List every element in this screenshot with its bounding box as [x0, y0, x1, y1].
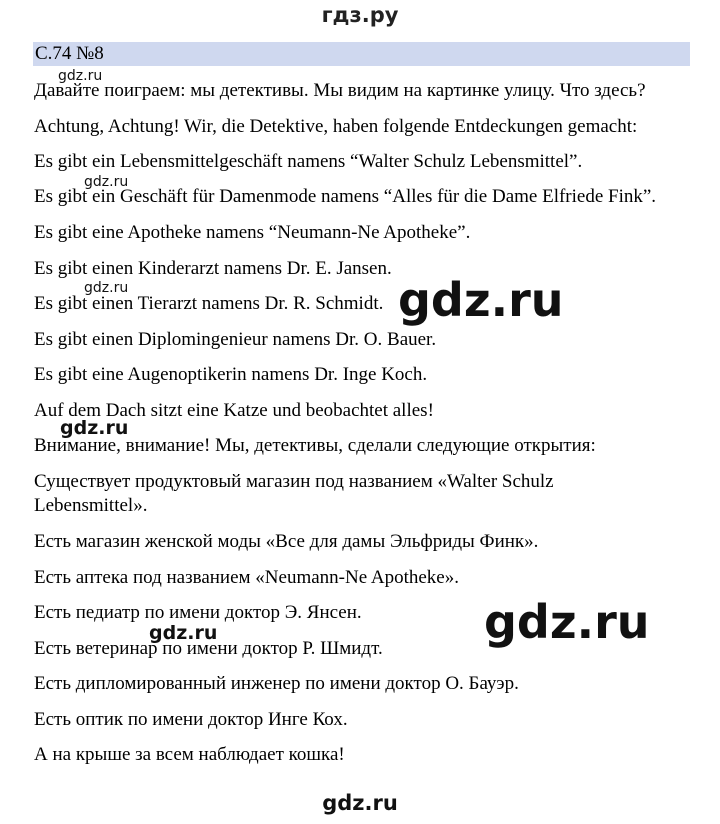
text-line: Lebensmittel». [34, 495, 148, 516]
text-line: Es gibt einen Diplomingenieur namens Dr. O. Bauer. [34, 329, 437, 350]
text-line: Давайте поиграем: мы детективы. Мы видим на картинке улицу. Что здесь? [34, 80, 646, 101]
text-line: Есть магазин женской моды «Все для дамы Эльфриды Финк». [34, 531, 539, 552]
watermark: gdz.ru [58, 68, 103, 84]
text-line: Есть ветеринар по имени доктор Р. Шмидт. [34, 638, 383, 659]
watermark: gdz.ru [60, 417, 129, 439]
text-line: Es gibt einen Tierarzt namens Dr. R. Schmidt. [34, 293, 384, 314]
text-line: Есть оптик по имени доктор Инге Кох. [34, 709, 348, 730]
site-header-logo[interactable]: гдз.ру [321, 3, 399, 27]
watermark-large: gdz.ru [484, 595, 650, 649]
text-line: Внимание, внимание! Мы, детективы, сделали следующие открытия: [34, 435, 596, 456]
watermark: gdz.ru [149, 622, 218, 644]
text-line: А на крыше за всем наблюдает кошка! [34, 744, 345, 765]
text-line: Es gibt eine Augenoptikerin namens Dr. Inge Koch. [34, 364, 428, 385]
text-line: Есть педиатр по имени доктор Э. Янсен. [34, 602, 362, 623]
text-line: Es gibt einen Kinderarzt namens Dr. E. Jansen. [34, 258, 392, 279]
text-line: Achtung, Achtung! Wir, die Detektive, haben folgende Entdeckungen gemacht: [34, 116, 638, 137]
text-line: Es gibt ein Lebensmittelgeschäft namens “Walter Schulz Lebensmittel”. [34, 151, 583, 172]
site-footer-logo[interactable]: gdz.ru [322, 791, 398, 815]
text-line: Есть аптека под названием «Neumann-Ne Apotheke». [34, 567, 459, 588]
watermark-large: gdz.ru [398, 273, 564, 327]
task-number-bar [33, 42, 690, 66]
watermark: gdz.ru [84, 174, 129, 190]
watermark: gdz.ru [84, 280, 129, 296]
text-line: Es gibt eine Apotheke namens “Neumann-Ne Apotheke”. [34, 222, 471, 243]
text-line: Auf dem Dach sitzt eine Katze und beobachtet alles! [34, 400, 434, 421]
task-number: С.74 №8 [35, 43, 104, 64]
text-line: Есть дипломированный инженер по имени доктор О. Бауэр. [34, 673, 519, 694]
text-line: Es gibt ein Geschäft für Damenmode namens “Alles für die Dame Elfriede Fink”. [34, 186, 657, 207]
text-line: Существует продуктовый магазин под названием «Walter Schulz [34, 471, 554, 492]
